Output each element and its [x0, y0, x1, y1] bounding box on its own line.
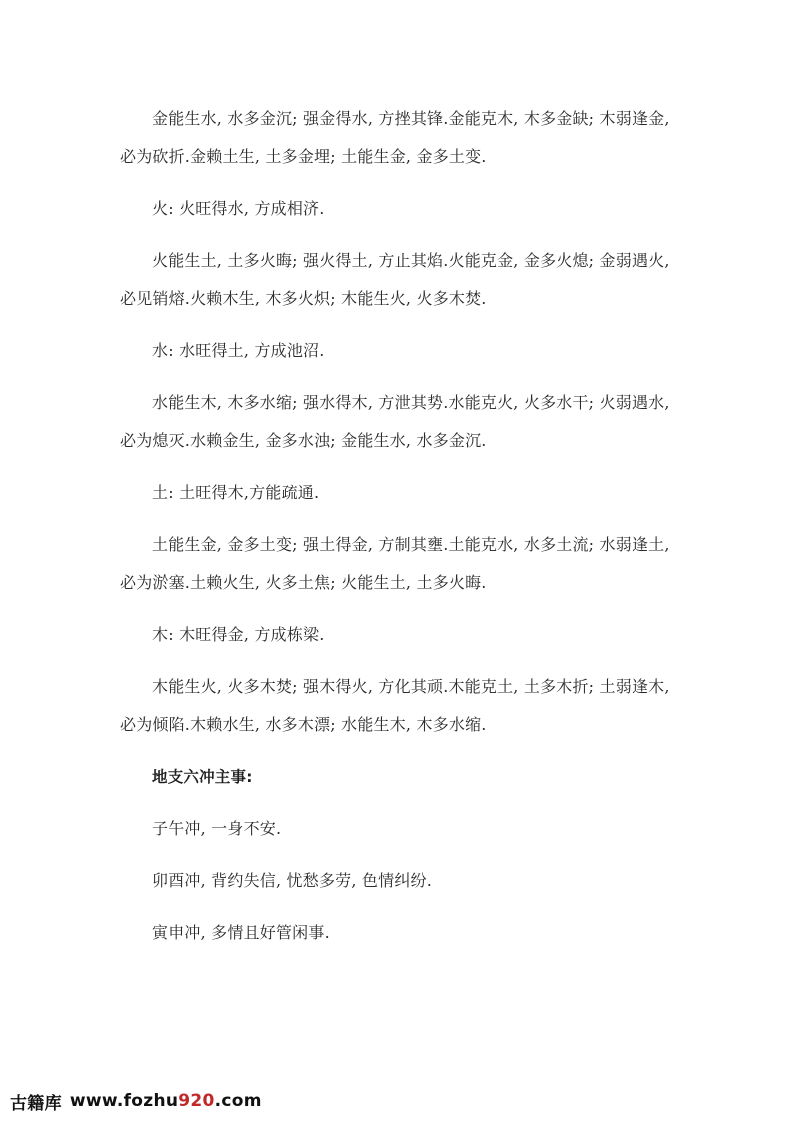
footer-brand: 古籍库 — [10, 1093, 62, 1114]
footer-url-number: 920 — [178, 1091, 215, 1111]
document-body — [120, 100, 680, 952]
footer-url-prefix: www.fozhu — [69, 1091, 179, 1111]
paragraph-fire-title: 火: 火旺得水, 方成相济. — [152, 199, 325, 218]
paragraph-fire: 火能生土, 土多火晦; 强火得土, 方止其焰.火能克金, 金多火熄; 金弱遇火, 必见销熔.火赖木生, 木多火炽; 木能生火, 火多木焚. — [120, 251, 670, 308]
section-item: 子午冲, 一身不安. — [152, 819, 282, 838]
paragraph-earth-title: 土: 土旺得木,方能疏通. — [152, 483, 320, 502]
section-heading: 地支六冲主事: — [152, 768, 253, 786]
footer-watermark — [10, 1086, 262, 1116]
section-item: 寅申冲, 多情且好管闲事. — [152, 923, 330, 942]
paragraph-earth: 土能生金, 金多土变; 强土得金, 方制其壅.土能克水, 水多土流; 水弱逢土, 必为淤塞.土赖火生, 火多土焦; 火能生土, 土多火晦. — [120, 535, 670, 592]
paragraph-water-title: 水: 水旺得土, 方成池沼. — [152, 341, 325, 360]
footer-url-suffix: .com — [214, 1091, 262, 1111]
section-item: 卯酉冲, 背约失信, 忧愁多劳, 色情纠纷. — [152, 871, 433, 890]
paragraph-wood-title: 木: 木旺得金, 方成栋梁. — [152, 625, 325, 644]
paragraph-metal: 金能生水, 水多金沉; 强金得水, 方挫其锋.金能克木, 木多金缺; 木弱逢金, 必为砍折.金赖土生, 土多金埋; 土能生金, 金多土变. — [120, 109, 670, 166]
paragraph-water: 水能生木, 木多水缩; 强水得木, 方泄其势.水能克火, 火多水干; 火弱遇水, 必为熄灭.水赖金生, 金多水浊; 金能生水, 水多金沉. — [120, 393, 670, 450]
paragraph-wood: 木能生火, 火多木焚; 强木得火, 方化其顽.木能克土, 土多木折; 土弱逢木, 必为倾陷.木赖水生, 水多木漂; 水能生木, 木多水缩. — [120, 677, 670, 734]
